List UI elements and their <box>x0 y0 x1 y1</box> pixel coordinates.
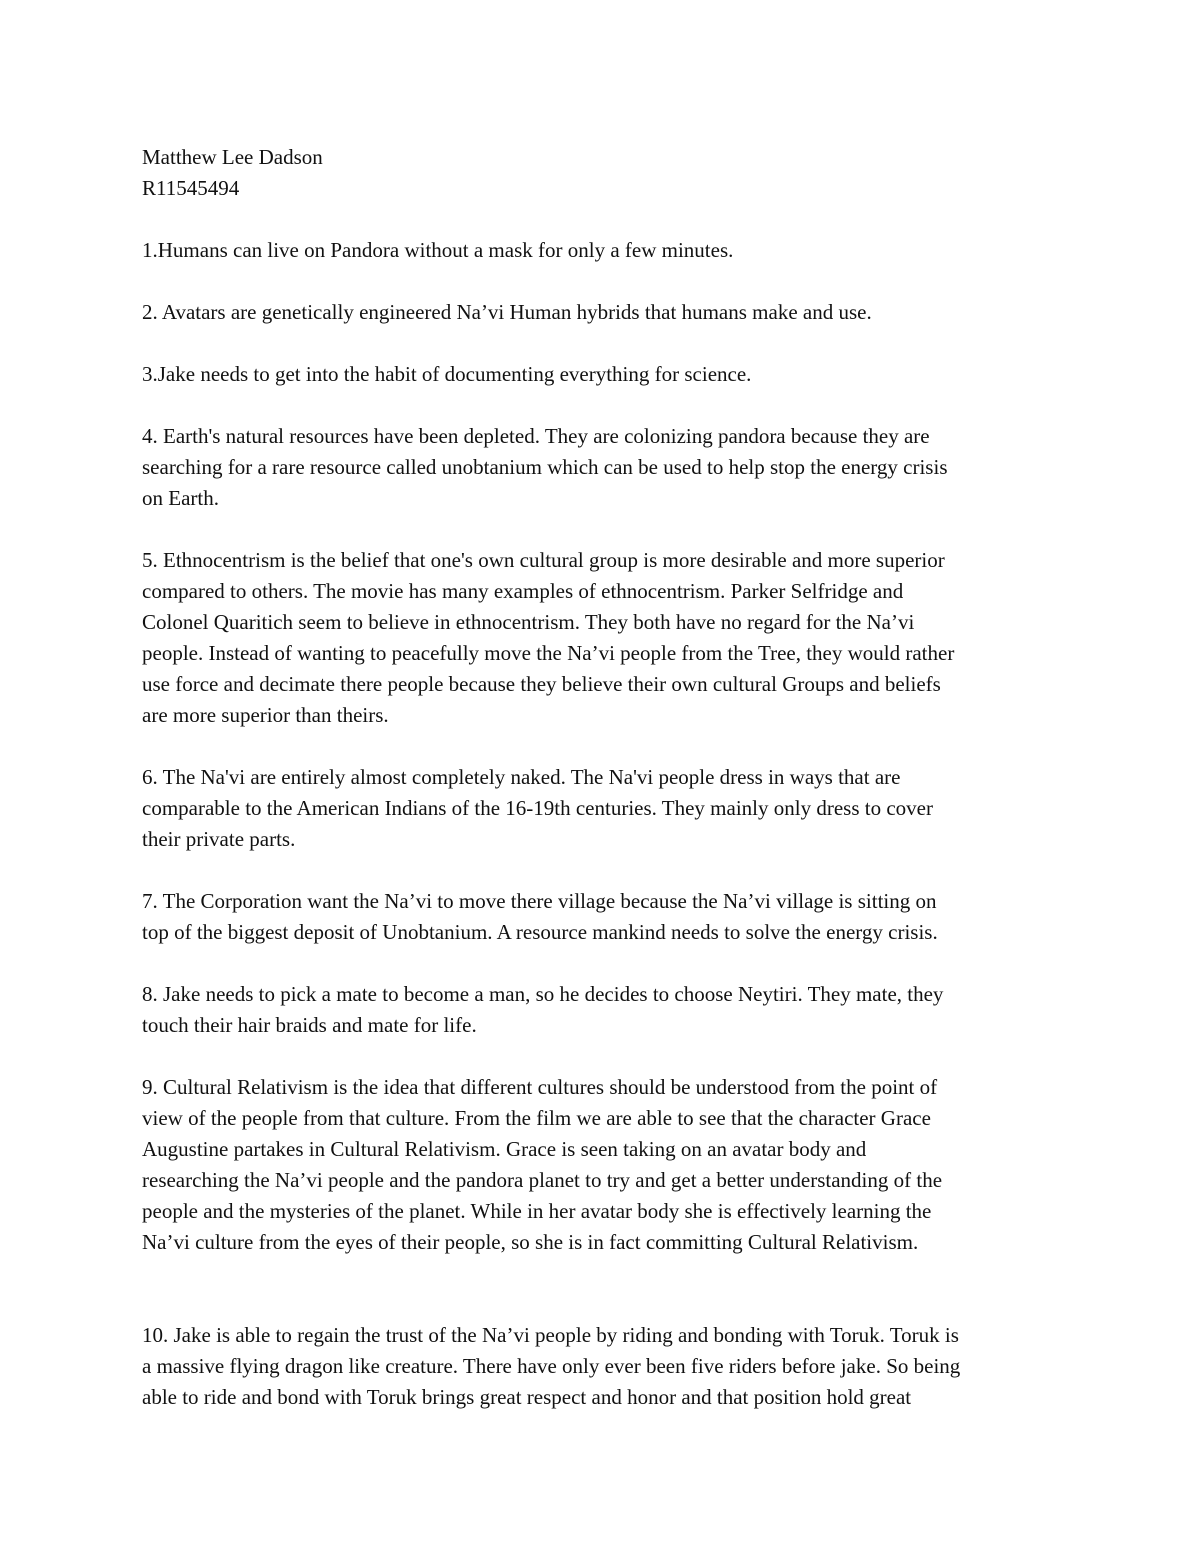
answer-8 <box>142 979 1062 1041</box>
answer-line: 5. Ethnocentrism is the belief that one's own cultural group is more desirable and more superior <box>142 548 945 572</box>
answer-2 <box>142 297 1062 328</box>
answer-line: 1.Humans can live on Pandora without a mask for only a few minutes. <box>142 238 734 262</box>
answer-line: 2. Avatars are genetically engineered Na’vi Human hybrids that humans make and use. <box>142 300 872 324</box>
answer-line: 8. Jake needs to pick a mate to become a man, so he decides to choose Neytiri. They mate, they <box>142 982 944 1006</box>
answer-line: top of the biggest deposit of Unobtanium. A resource mankind needs to solve the energy crisis. <box>142 920 938 944</box>
answer-line: people. Instead of wanting to peacefully move the Na’vi people from the Tree, they would rather <box>142 641 955 665</box>
answer-line: 3.Jake needs to get into the habit of documenting everything for science. <box>142 362 752 386</box>
answer-line: people and the mysteries of the planet. While in her avatar body she is effectively learning the <box>142 1199 932 1223</box>
answer-line: able to ride and bond with Toruk brings great respect and honor and that position hold great <box>142 1385 912 1409</box>
answer-line: 9. Cultural Relativism is the idea that different cultures should be understood from the point of <box>142 1075 938 1099</box>
answer-1 <box>142 235 1062 266</box>
answer-line: Na’vi culture from the eyes of their people, so she is in fact committing Cultural Relativism. <box>142 1230 919 1254</box>
answer-line: view of the people from that culture. From the film we are able to see that the character Grace <box>142 1106 931 1130</box>
answer-line: are more superior than theirs. <box>142 703 389 727</box>
answer-line: Augustine partakes in Cultural Relativism. Grace is seen taking on an avatar body and <box>142 1137 867 1161</box>
answer-line: use force and decimate there people because they believe their own cultural Groups and beliefs <box>142 672 941 696</box>
answer-line: searching for a rare resource called unobtanium which can be used to help stop the energy crisis <box>142 455 948 479</box>
answer-line: touch their hair braids and mate for life. <box>142 1013 477 1037</box>
author-name: Matthew Lee Dadson <box>142 145 323 169</box>
answer-line: 6. The Na'vi are entirely almost completely naked. The Na'vi people dress in ways that are <box>142 765 901 789</box>
answer-line: researching the Na’vi people and the pandora planet to try and get a better understanding of the <box>142 1168 943 1192</box>
answer-6 <box>142 762 1062 855</box>
answer-9 <box>142 1072 1062 1258</box>
answer-10 <box>142 1320 1062 1413</box>
answer-line: a massive flying dragon like creature. There have only ever been five riders before jake. So being <box>142 1354 961 1378</box>
answer-line: 4. Earth's natural resources have been depleted. They are colonizing pandora because they are <box>142 424 930 448</box>
student-id: R11545494 <box>142 176 240 200</box>
answer-line: their private parts. <box>142 827 296 851</box>
answer-5 <box>142 545 1062 731</box>
answer-line: Colonel Quaritich seem to believe in ethnocentrism. They both have no regard for the Na’vi <box>142 610 915 634</box>
answer-line: compared to others. The movie has many examples of ethnocentrism. Parker Selfridge and <box>142 579 904 603</box>
answer-4 <box>142 421 1062 514</box>
answer-line: comparable to the American Indians of the 16-19th centuries. They mainly only dress to cover <box>142 796 933 820</box>
answer-line: on Earth. <box>142 486 219 510</box>
answer-line: 10. Jake is able to regain the trust of the Na’vi people by riding and bonding with Toruk. Toruk is <box>142 1323 959 1347</box>
answer-7 <box>142 886 1062 948</box>
answer-line: 7. The Corporation want the Na’vi to move there village because the Na’vi village is sitting on <box>142 889 937 913</box>
answer-3 <box>142 359 1062 390</box>
document-body <box>142 142 1062 1444</box>
